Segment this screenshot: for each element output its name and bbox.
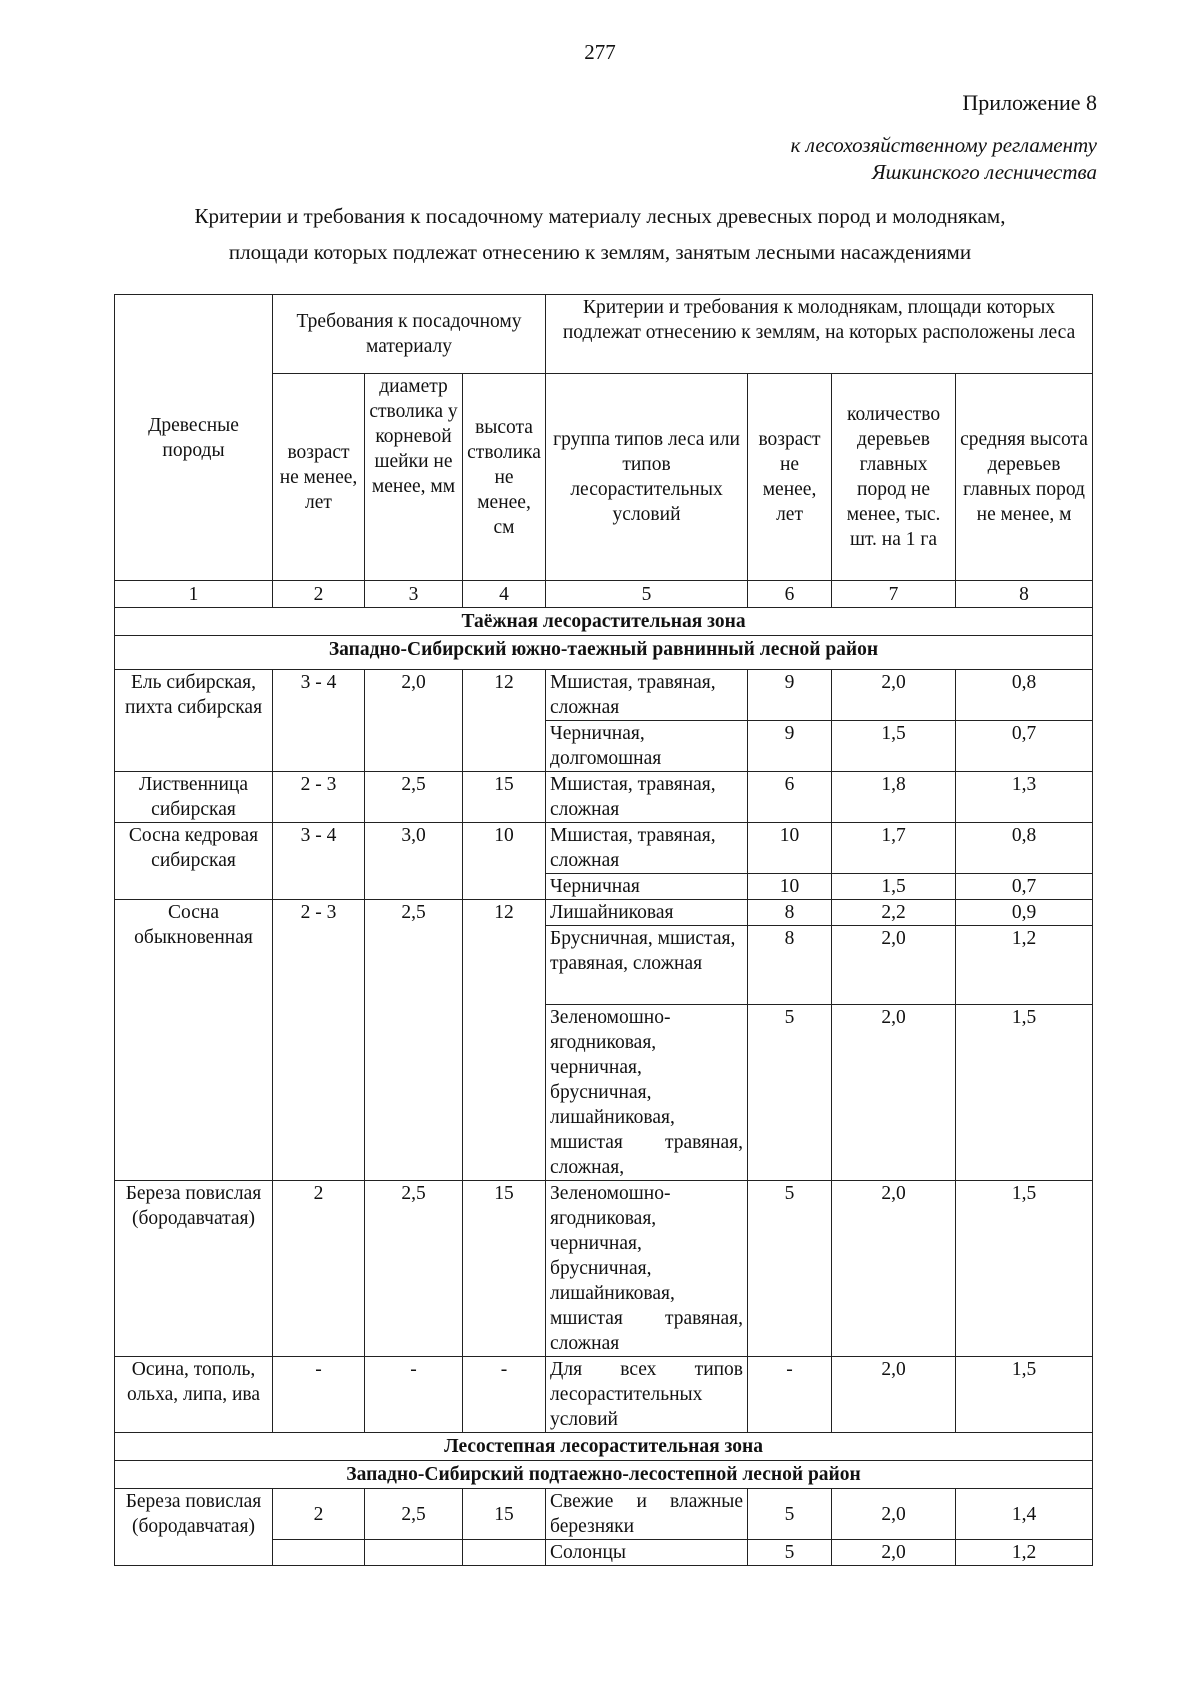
zone-row [115, 608, 1093, 636]
species-cell: Сосна кедровая сибирская [115, 823, 273, 900]
tree-count-cell: 2,0 [832, 670, 956, 721]
zone-title: Таёжная лесорастительная зона [115, 608, 1093, 636]
tree-count-cell: 1,5 [832, 721, 956, 772]
diameter-cell: 2,0 [365, 670, 463, 772]
forest-type-cell: Черничная, долгомошная [546, 721, 748, 772]
column-number: 5 [546, 581, 748, 608]
avg-height-cell: 0,7 [956, 874, 1093, 900]
regulation-line-2: Яшкинского лесничества [871, 160, 1097, 184]
table-row [115, 1489, 1093, 1540]
diameter-cell: 3,0 [365, 823, 463, 900]
header-species: Древесные породы [115, 295, 273, 581]
diameter-cell: 2,5 [365, 772, 463, 823]
planting-age-cell [273, 1540, 365, 1566]
tree-count-cell: 2,0 [832, 1181, 956, 1357]
avg-height-cell: 1,5 [956, 1181, 1093, 1357]
forest-type-cell: Черничная [546, 874, 748, 900]
regulation-reference [791, 132, 1097, 186]
young-age-cell: 8 [748, 900, 832, 926]
forest-type-cell: Солонцы [546, 1540, 748, 1566]
young-age-cell: 9 [748, 670, 832, 721]
young-age-cell: 6 [748, 772, 832, 823]
avg-height-cell: 1,3 [956, 772, 1093, 823]
species-cell: Лиственница сибирская [115, 772, 273, 823]
header-col-3: диаметр стволика у корневой шейки не менее, мм [365, 374, 463, 581]
district-row [115, 636, 1093, 670]
tree-count-cell: 2,0 [832, 1005, 956, 1181]
criteria-table [114, 294, 1093, 1566]
forest-type-cell: Мшистая, травяная, сложная [546, 772, 748, 823]
header-col-6: возраст не менее, лет [748, 374, 832, 581]
planting-age-cell: 3 - 4 [273, 823, 365, 900]
header-col-5: группа типов леса или типов лесорастительных условий [546, 374, 748, 581]
avg-height-cell: 0,8 [956, 670, 1093, 721]
tree-count-cell: 2,2 [832, 900, 956, 926]
regulation-line-1: к лесохозяйственному регламенту [790, 133, 1097, 157]
district-title: Западно-Сибирский южно-таежный равнинный лесной район [115, 636, 1093, 670]
diameter-cell [365, 1540, 463, 1566]
avg-height-cell: 1,4 [956, 1489, 1093, 1540]
table-row [115, 772, 1093, 823]
height-cell: 12 [463, 670, 546, 772]
avg-height-cell: 0,8 [956, 823, 1093, 874]
title-line-2: площади которых подлежат отнесению к землям, занятым лесными насаждениями [228, 240, 972, 264]
tree-count-cell: 1,8 [832, 772, 956, 823]
height-cell: 12 [463, 900, 546, 1181]
tree-count-cell: 2,0 [832, 1489, 956, 1540]
planting-age-cell: 2 - 3 [273, 900, 365, 1181]
column-number-row [115, 581, 1093, 608]
column-number: 6 [748, 581, 832, 608]
forest-type-cell: Зеленомошно-ягодниковая, черничная, брусничная, лишайниковая, мшистая травяная, сложная [546, 1181, 748, 1357]
table-row [115, 823, 1093, 874]
column-number: 7 [832, 581, 956, 608]
zone-row [115, 1433, 1093, 1461]
species-cell: Осина, тополь, ольха, липа, ива [115, 1357, 273, 1433]
height-cell: 15 [463, 1181, 546, 1357]
diameter-cell: 2,5 [365, 1181, 463, 1357]
species-cell: Сосна обыкновенная [115, 900, 273, 1181]
column-number: 3 [365, 581, 463, 608]
tree-count-cell: 2,0 [832, 926, 956, 1005]
district-title: Западно-Сибирский подтаежно-лесостепной лесной район [115, 1461, 1093, 1489]
document-title [0, 198, 1200, 270]
young-age-cell: 10 [748, 823, 832, 874]
header-young-stands: Критерии и требования к молоднякам, площади которых подлежат отнесению к землям, на которых расположены леса [546, 295, 1093, 374]
planting-age-cell: 2 - 3 [273, 772, 365, 823]
column-number: 2 [273, 581, 365, 608]
species-cell: Береза повислая (бородавчатая) [115, 1181, 273, 1357]
title-line-1: Критерии и требования к посадочному материалу лесных древесных пород и молоднякам, [194, 204, 1006, 228]
planting-age-cell: 3 - 4 [273, 670, 365, 772]
zone-title: Лесостепная лесорастительная зона [115, 1433, 1093, 1461]
planting-age-cell: - [273, 1357, 365, 1433]
avg-height-cell: 0,9 [956, 900, 1093, 926]
header-col-7: количество деревьев главных пород не менее, тыс. шт. на 1 га [832, 374, 956, 581]
young-age-cell: 5 [748, 1005, 832, 1181]
tree-count-cell: 2,0 [832, 1357, 956, 1433]
avg-height-cell: 0,7 [956, 721, 1093, 772]
forest-type-cell: Мшистая, травяная, сложная [546, 823, 748, 874]
young-age-cell: 10 [748, 874, 832, 900]
height-cell: 15 [463, 1489, 546, 1540]
column-number: 1 [115, 581, 273, 608]
diameter-cell: 2,5 [365, 1489, 463, 1540]
forest-type-cell: Лишайниковая [546, 900, 748, 926]
planting-age-cell: 2 [273, 1181, 365, 1357]
forest-type-cell: Для всех типов лесорастительных условий [546, 1357, 748, 1433]
height-cell: 10 [463, 823, 546, 900]
avg-height-cell: 1,5 [956, 1357, 1093, 1433]
district-row [115, 1461, 1093, 1489]
table-row [115, 900, 1093, 926]
table-row [115, 1181, 1093, 1357]
tree-count-cell: 1,5 [832, 874, 956, 900]
appendix-title: Приложение 8 [962, 90, 1097, 115]
avg-height-cell: 1,5 [956, 1005, 1093, 1181]
column-number: 8 [956, 581, 1093, 608]
header-col-2: возраст не менее, лет [273, 374, 365, 581]
avg-height-cell: 1,2 [956, 926, 1093, 1005]
page-number: 277 [584, 40, 616, 64]
diameter-cell: 2,5 [365, 900, 463, 1181]
table-row [115, 1357, 1093, 1433]
header-row-1 [115, 295, 1093, 374]
avg-height-cell: 1,2 [956, 1540, 1093, 1566]
forest-type-cell: Брусничная, мшистая, травяная, сложная [546, 926, 748, 1005]
young-age-cell: 5 [748, 1181, 832, 1357]
column-number: 4 [463, 581, 546, 608]
young-age-cell: 5 [748, 1489, 832, 1540]
forest-type-cell: Свежие и влажные березняки [546, 1489, 748, 1540]
species-cell: Береза повислая (бородавчатая) [115, 1489, 273, 1566]
height-cell [463, 1540, 546, 1566]
height-cell: - [463, 1357, 546, 1433]
header-col-4: высота стволика не менее, см [463, 374, 546, 581]
tree-count-cell: 1,7 [832, 823, 956, 874]
young-age-cell: 8 [748, 926, 832, 1005]
young-age-cell: - [748, 1357, 832, 1433]
diameter-cell: - [365, 1357, 463, 1433]
header-planting-material: Требования к посадочному материалу [273, 295, 546, 374]
tree-count-cell: 2,0 [832, 1540, 956, 1566]
young-age-cell: 5 [748, 1540, 832, 1566]
forest-type-cell: Мшистая, травяная, сложная [546, 670, 748, 721]
species-cell: Ель сибирская, пихта сибирская [115, 670, 273, 772]
height-cell: 15 [463, 772, 546, 823]
young-age-cell: 9 [748, 721, 832, 772]
table-row [115, 670, 1093, 721]
forest-type-cell: Зеленомошно-ягодниковая, черничная, брусничная, лишайниковая, мшистая травяная, сложная, [546, 1005, 748, 1181]
header-col-8: средняя высота деревьев главных пород не менее, м [956, 374, 1093, 581]
planting-age-cell: 2 [273, 1489, 365, 1540]
